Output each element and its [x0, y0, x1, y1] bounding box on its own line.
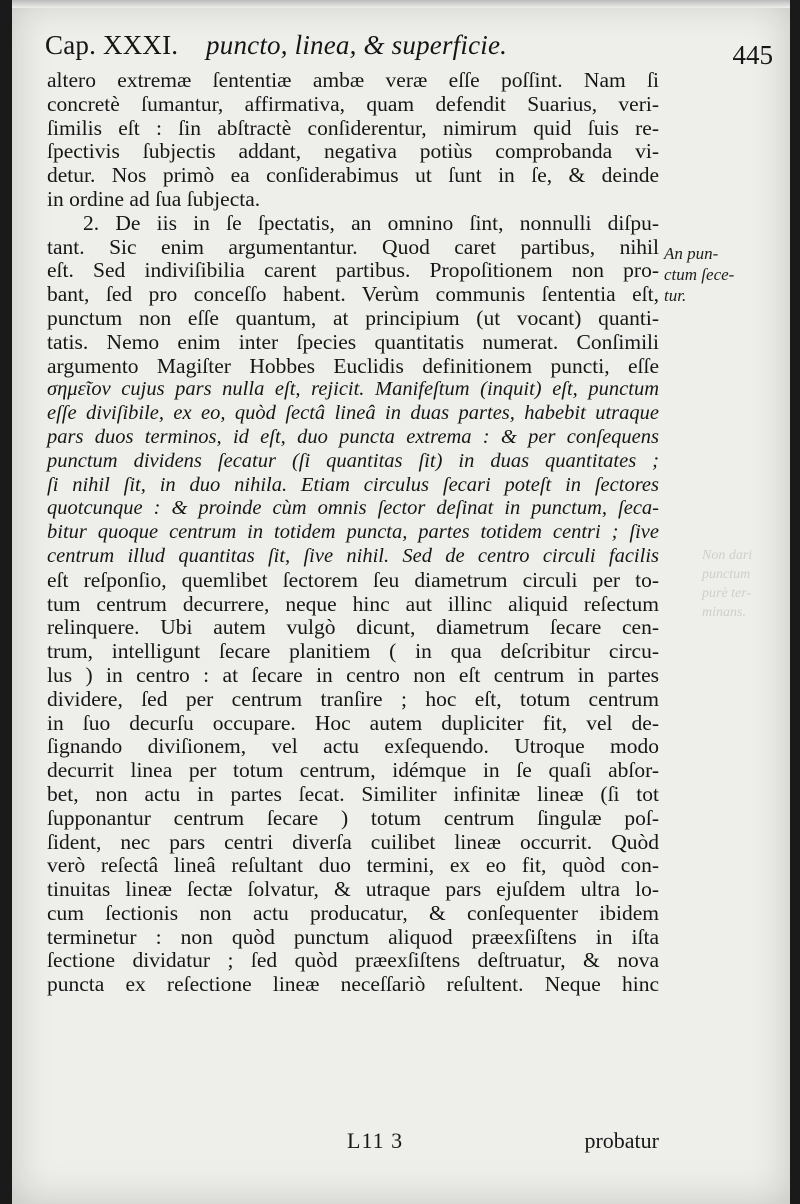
text-line: eſt reſponſio, quemlibet ſectorem ſeu diametrum circuli per to-: [47, 567, 659, 592]
text-line: in ſuo decurſu occupare. Hoc autem dupliciter fit, vel de-: [47, 710, 659, 735]
text-line: decurrit linea per totum centrum, idémque in ſe quaſi abſor-: [47, 758, 659, 783]
text-line: centrum illud quantitas ſit, ſive nihil. Sed de centro circuli facilis: [47, 544, 659, 567]
text-line: ſident, nec pars centri diverſa cuilibet lineæ occurrit. Quòd: [47, 829, 659, 854]
text-line: in ordine ad ſua ſubjecta.: [47, 186, 261, 211]
text-line: bitur quoque centrum in totidem puncta, partes totidem centri ; ſive: [47, 521, 659, 544]
page-header: [45, 28, 773, 70]
catchword: probatur: [584, 1128, 659, 1153]
text-line: relinquere. Ubi autem vulgò dicunt, diametrum ſecare cen-: [47, 615, 659, 640]
text-line: cum ſectionis non actu producatur, & conſequenter ibidem: [47, 900, 659, 925]
text-line: tant. Sic enim argumentantur. Quod caret partibus, nihil: [47, 234, 659, 259]
bleed-through-note: [702, 546, 782, 622]
text-line: bet, non actu in partes ſecat. Similiter infinitæ lineæ (ſi tot: [47, 781, 659, 806]
book-page: [12, 0, 790, 1204]
text-line: quotcunque : & proinde cùm omnis ſector deſinat in punctum, ſeca-: [47, 497, 659, 520]
margin-note-line: An pun-: [664, 244, 719, 263]
text-line: pars duos terminos, id eſt, duo puncta extrema : & per conſequens: [47, 425, 659, 448]
text-line: eſſe diviſibile, ex eo, quòd ſectâ lineâ in duas partes, habebit utraque: [47, 402, 659, 425]
text-line: σημεῖον cujus pars nulla eſt, rejicit. Manifeſtum (inquit) eſt, punctum: [47, 378, 659, 401]
text-line: ſi nihil ſit, in duo nihila. Etiam circulus ſecari poteſt in ſectores: [47, 473, 659, 496]
text-line: eſt. Sed indiviſibilia carent partibus. Propoſitionem non pro-: [47, 258, 659, 283]
page-footer: [47, 1128, 659, 1158]
text-line: tinuitas lineæ ſectæ ſolvatur, & utraque pars ejuſdem ultra lo-: [47, 877, 659, 902]
margin-note-line: ctum ſece-: [664, 265, 735, 284]
text-line: ſectione dividatur ; ſed quòd præexſiſtens deſtruatur, & nova: [47, 948, 659, 973]
text-line: detur. Nos primò ea conſiderabimus ut ſunt in ſe, & deinde: [47, 163, 659, 188]
text-line: 2. De iis in ſe ſpectatis, an omnino ſint, nonnulli diſpu-: [83, 210, 659, 235]
margin-note-line: tur.: [664, 286, 687, 305]
text-line: concretè ſumantur, affirmativa, quam defendit Suarius, veri-: [47, 91, 659, 116]
running-head: [45, 30, 507, 61]
text-line: ſupponantur centrum ſecare ) totum centrum ſingulæ poſ-: [47, 805, 659, 830]
text-line: altero extremæ ſententiæ ambæ veræ eſſe poſſint. Nam ſi: [47, 68, 659, 92]
text-line: punctum non eſſe quantum, at principium (ut vocant) quanti-: [47, 305, 659, 330]
text-line: ſignando diviſionem, vel actu exſequendo. Utroque modo: [47, 734, 659, 759]
text-line: argumento Magiſter Hobbes Euclidis definitionem puncti, eſſe: [47, 353, 659, 378]
text-line: lus ) in centro : at ſecare in centro non eſt centrum in partes: [47, 662, 659, 687]
page-number: 445: [732, 40, 773, 70]
text-line: punctum dividens ſecatur (ſi quantitas ſit) in duas quantitates ;: [47, 449, 659, 472]
text-line: terminetur : non quòd punctum aliquod præexſiſtens in iſta: [47, 924, 659, 949]
body-text: [47, 69, 659, 997]
running-head-chapter: Cap. XXXI.: [45, 30, 179, 60]
text-line: ſpectivis ſubjectis addant, negativa potiùs comprobanda vi-: [47, 139, 659, 164]
margin-note: [664, 243, 764, 306]
text-line: dividere, ſed per centrum tranſire ; hoc eſt, totum centrum: [47, 686, 659, 711]
running-head-topic: puncto, linea, & superficie.: [206, 30, 508, 60]
text-line: tatis. Nemo enim inter ſpecies quantitatis numerat. Conſimili: [47, 329, 659, 354]
text-line: ſimilis eſt : ſin abſtractè conſiderentur, nimirum quid ſuis re-: [47, 115, 659, 140]
text-line: tum centrum decurrere, neque hinc aut illinc aliquid reſectum: [47, 591, 659, 616]
text-line: trum, intelligunt ſecare planitiem ( in qua deſcribitur circu-: [47, 639, 659, 664]
bleed-note-line: purè ter-: [702, 586, 752, 601]
page-top-edge: [12, 0, 790, 8]
bleed-note-line: punctum: [702, 567, 751, 582]
text-line: verò reſectâ lineâ reſultant duo termini, ex eo fit, quòd con-: [47, 853, 659, 878]
bleed-note-line: Non dari: [702, 548, 753, 563]
signature-mark: L11 3: [347, 1128, 404, 1153]
bleed-note-line: minans.: [702, 605, 746, 620]
text-line: bant, ſed pro conceſſo habent. Verùm communis ſententia eſt,: [47, 282, 659, 307]
text-line: puncta ex reſectione lineæ neceſſariò reſultent. Neque hinc: [47, 972, 659, 997]
